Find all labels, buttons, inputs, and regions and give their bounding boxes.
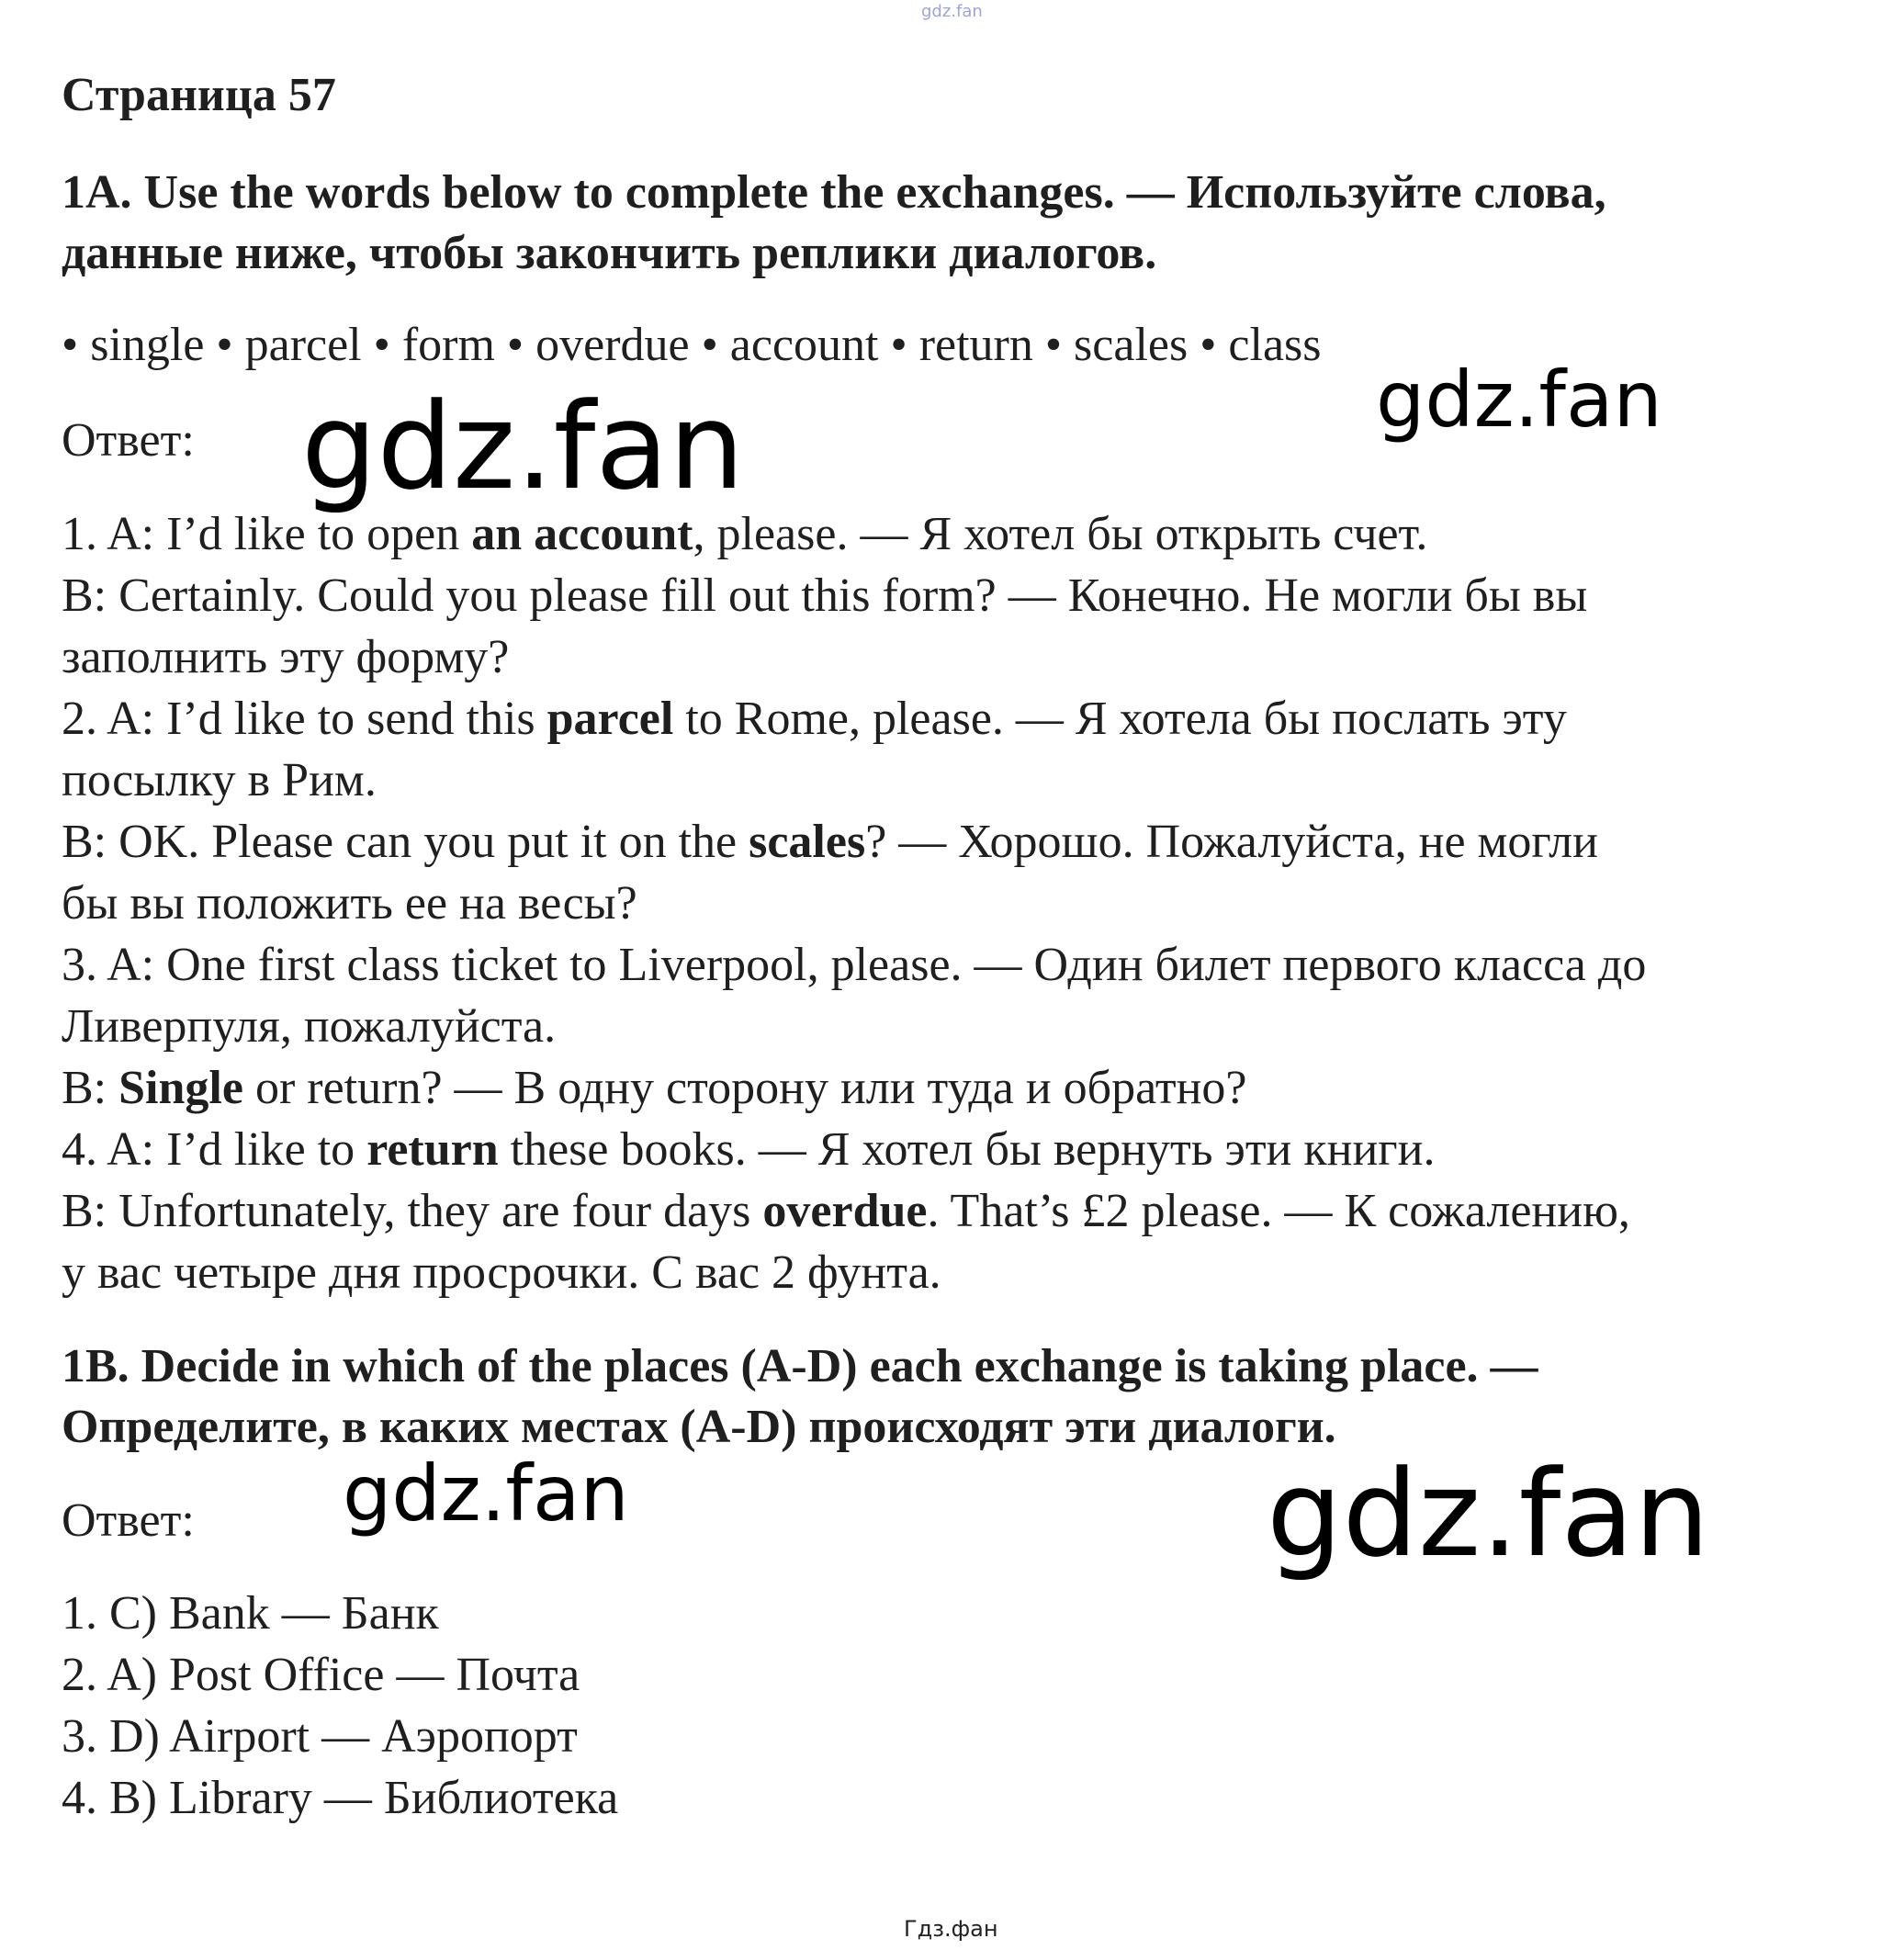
watermark: gdz.fan xyxy=(343,1448,629,1539)
answer-line: 1. A: I’d like to open an account, please. — Я хотел бы открыть счет. xyxy=(62,508,1428,560)
answer-line: B: Single or return? — В одну сторону или туда и обратно? xyxy=(62,1062,1247,1114)
answer-line: у вас четыре дня просрочки. С вас 2 фунта. xyxy=(62,1246,941,1299)
watermark: gdz.fan xyxy=(301,377,745,516)
page-title: Страница 57 xyxy=(62,69,336,121)
watermark: gdz.fan xyxy=(1267,1444,1710,1584)
answer-line: B: Certainly. Could you please fill out this form? — Конечно. Не могли бы вы xyxy=(62,569,1588,622)
task-1b-heading-line1: 1B. Decide in which of the places (A-D) each exchange is taking place. — xyxy=(62,1340,1538,1392)
answer-line: посылку в Рим. xyxy=(62,754,377,806)
task-1b-heading-line2: Определите, в каких местах (A-D) происходят эти диалоги. xyxy=(62,1401,1336,1453)
list-item: 4. B) Library — Библиотека xyxy=(62,1772,619,1824)
answer-line: 2. A: I’d like to send this parcel to Rome, please. — Я хотела бы послать эту xyxy=(62,693,1567,745)
answer-label-1a: Ответ: xyxy=(62,414,195,467)
answer-line: 4. A: I’d like to return these books. — Я хотел бы вернуть эти книги. xyxy=(62,1123,1436,1176)
list-item: 3. D) Airport — Аэропорт xyxy=(62,1710,578,1763)
answer-line: Ливерпуля, пожалуйста. xyxy=(62,1000,557,1053)
answer-line: 3. A: One first class ticket to Liverpool, please. — Один билет первого класса до xyxy=(62,939,1647,991)
answer-line: заполнить эту форму? xyxy=(62,631,510,683)
task-1a-heading-line2: данные ниже, чтобы закончить реплики диалогов. xyxy=(62,227,1157,279)
footer-watermark: Гдз.фан xyxy=(904,1916,998,1942)
answer-label-1b: Ответ: xyxy=(62,1494,195,1547)
word-list: • single • parcel • form • overdue • account • return • scales • class xyxy=(62,319,1322,371)
answer-line: B: Unfortunately, they are four days overdue. That’s £2 please. — К сожалению, xyxy=(62,1185,1630,1237)
task-1a-heading-line1: 1A. Use the words below to complete the exchanges. — Используйте слова, xyxy=(62,166,1606,219)
answer-line: B: OK. Please can you put it on the scales? — Хорошо. Пожалуйста, не могли xyxy=(62,816,1598,868)
list-item: 2. A) Post Office — Почта xyxy=(62,1649,580,1701)
answer-line: бы вы положить ее на весы? xyxy=(62,877,637,930)
top-watermark: gdz.fan xyxy=(921,2,983,21)
watermark: gdz.fan xyxy=(1376,355,1662,445)
list-item: 1. C) Bank — Банк xyxy=(62,1587,439,1640)
